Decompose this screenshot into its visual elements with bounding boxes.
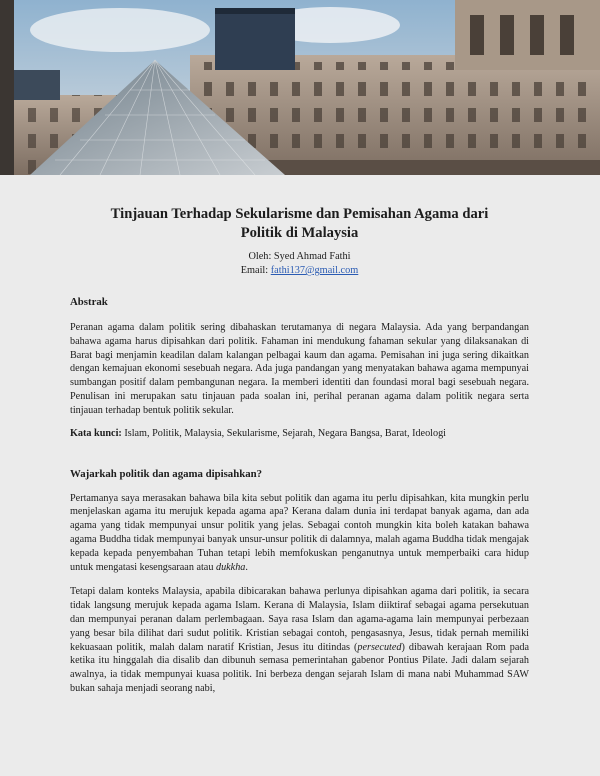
abstract-heading: Abstrak xyxy=(70,296,108,308)
cover-photo xyxy=(0,0,600,175)
paragraph-2-italic: persecuted xyxy=(357,641,402,653)
paragraph-1-text: Pertamanya saya merasakan bahawa bila kita sebut politik dan agama itu perlu dipisahkan, kita mungkin perlu menjelaskan agama itu merujuk kepada agama apa? Kerana dalam dunia ini terdapat banyak agama, dan ada agama yang tidak mempunyai unsur politik yang jelas. Sebagai contoh mungkin kita boleh katakan bahawa agama Buddha tidak mempunyai banyak unsur-unsur politik di dalamnya, malah agama Buddha tidak mengajak kepada kepada penyembahan Tuhan tetapi lebih memfokuskan penganutnya untuk memperbaiki cara hidup untuk mengatasi kesengsaraan atau xyxy=(70,492,529,573)
article-title: Tinjauan Terhadap Sekularisme dan Pemisahan Agama dari Politik di Malaysia xyxy=(110,206,489,241)
keywords-label: Kata kunci: xyxy=(70,427,122,439)
email-label: Email: xyxy=(240,265,271,276)
keywords-line xyxy=(70,427,529,441)
abstract-text: Peranan agama dalam politik sering dibahaskan terutamanya di negara Malaysia. Ada yang berpandangan bahawa agama harus dipisahkan dari politik. Fahaman ini mendukung fahaman sekular yang dilaksanakan di Barat bagi menjamin keadilan dalam kalangan pelbagai kaum dan agama. Pemisahan ini juga sering dikaitkan dengan kemajuan ekonomi sesebuah negara. Ada juga pandangan yang menyatakan bahawa agama mempunyai sumbangan positif dalam pembangunan negara. Ia memberi identiti dan foundasi moral bagi sesebuah negara. Penulisan ini merupakan satu tinjauan pada soalan ini, perihal peranan agama dalam politik negara serta tinjauan terhadap bentuk politik sekular. xyxy=(70,322,529,416)
email-link[interactable]: fathi137@gmail.com xyxy=(270,265,359,276)
section-heading: Wajarkah politik dan agama dipisahkan? xyxy=(70,467,263,480)
paragraph-2-text-b: ) dibawah kerajaan Rom pada ketika itu hinggalah dia disalib dan dibunuh semasa pemerintahan gabenor Pontius Pilate. Jadi dalam sejarah awalnya, ia tidak mempunyai kuasa politik. Ini berbeza dengan sejarah Islam di mana nabi Muhammad SAW bukan sahaja menjadi seorang nabi, xyxy=(70,641,529,694)
louvre-photo-illustration xyxy=(0,0,600,175)
paragraph-2 xyxy=(70,585,529,695)
keywords-list: Islam, Politik, Malaysia, Sekularisme, Sejarah, Negara Bangsa, Barat, Ideologi xyxy=(121,427,447,439)
paragraph-2-text-a: Tetapi dalam konteks Malaysia, apabila dibicarakan bahawa perlunya dipisahkan agama dari politik, ia secara tidak langsung merujuk kepada agama Islam. Kerana di Malaysia, Islam diiktiraf sebagai agama persekutuan dan mempunyai peranan dalam perlembagaan. Saya rasa Islam dan agama-agama lain mempunyai perbezaan yang besar bila dilihat dari sudut politik. Kristian sebagai contoh, pengasasnya, Jesus, tidak pernah memiliki kekuasaan politik, malah dalam naratif Kristian, Jesus itu ditindas ( xyxy=(70,586,529,653)
paragraph-1-italic: dukkha xyxy=(215,561,246,573)
author-line: Oleh: Syed Ahmad Fathi xyxy=(248,251,351,262)
email-line xyxy=(70,264,529,278)
article-body xyxy=(0,175,600,776)
paragraph-1 xyxy=(70,492,529,575)
paragraph-1-end: . xyxy=(245,561,248,573)
